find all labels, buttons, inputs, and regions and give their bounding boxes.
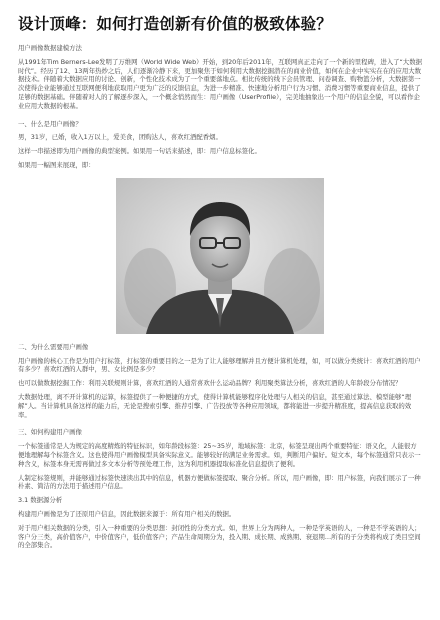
why-paragraph-3: 大数据处理，离不开计算机的运算，标签提供了一种便捷的方式，使得计算机能够程序化处理与人相关的信息，甚至通过算法、模型能够“理解”人。当计算机具备这样的能力后，无论是搜索引擎、推荐引擎、广告投放等各种应用领域，都将能进一步提升精准度，提高信息获取的效率。 <box>18 392 412 419</box>
intro-paragraph: 从1991年Tim Berners-Lee发明了万维网（World Wide Web）开始，到20年后2011年，互联网真正走向了一个新的里程碑，进入了“大数据时代”。经历了12、13两年热炒之后，人们逐渐冷静下来，更加聚焦于如何利用大数据挖掘潜在的商业价值，如何在企业中实实在在的应用大数据技术。伴随着大数据应用的讨论、创新，个性化技术成为了一个重要落地点。相比传统的线下会员管理、问卷调查、购物篮分析，大数据第一次使得企业能够通过互联网便利地获取用户更为广泛的反馈信息，为进一步精准、快速地分析用户行为习惯、消费习惯等重要商业信息，提供了足够的数据基础。伴随着对人的了解逐步深入，一个概念悄然而生：用户画像（UserProfile），完美地抽象出一个用户的信息全貌，可以看作企业应用大数据的根基。 <box>18 57 422 110</box>
section-heading-3: 三、如何构建用户画像 <box>18 428 82 437</box>
why-paragraph-2: 也可以做数据挖掘工作：利用关联规则计算，喜欢红酒的人通常喜欢什么运动品牌？利用聚类算法分析，喜欢红酒的人年龄段分布情况？ <box>18 379 402 388</box>
how-paragraph-1: 一个标签通常是人为规定的高度精炼的特征标识，如年龄段标签：25~35岁，地域标签：北京，标签呈现出两个重要特征：语义化，人能很方便地理解每个标签含义。这也使得用户画像模型具备实际意义。能够较好的满足业务需求。如，判断用户偏好。短文本，每个标签通常只表示一种含义，标签本身无需再做过多文本分析等预处理工作，这为利用机器提取标准化信息提供了便利。 <box>18 442 421 468</box>
portrait-figure <box>116 178 324 334</box>
section-heading-1: 一、什么是用户画像？ <box>18 119 82 128</box>
section-heading-2: 二、为什么需要用户画像 <box>18 342 89 351</box>
subsection-heading-3-1: 3.1 数据源分析 <box>18 496 63 505</box>
why-paragraph-1: 用户画像的核心工作是为用户打标签，打标签的重要目的之一是为了让人能够理解并且方便计算机处理，如，可以做分类统计：喜欢红酒的用户有多少？喜欢红酒的人群中，男、女比例是多少？ <box>18 356 421 374</box>
intro-heading: 用户画像数据建模方法 <box>18 44 82 52</box>
definition-paragraph: 这样一串描述即为用户画像的典型案例。如果用一句话来描述，即：用户信息标签化。 <box>18 147 261 156</box>
figure-intro-paragraph: 如果用一幅图来展现，即： <box>18 160 95 169</box>
datasource-paragraph-2: 对于用户相关数据的分类，引入一种重要的分类思想：封闭性的分类方式。如，世界上分为两种人，一种是学英语的人，一种是不学英语的人；客户分三类，高价值客户，中价值客户，低价值客户；产品生命周期分为，投入期、成长期、成熟期、衰退期…所有的子分类将构成了类目空间的全部集合。 <box>18 523 421 550</box>
datasource-paragraph-1: 构建用户画像是为了还原用户信息，因此数据来源于：所有用户相关的数据。 <box>18 509 236 518</box>
example-paragraph: 男，31岁，已婚，收入1万以上，爱美食，团购达人，喜欢红酒配香烟。 <box>18 133 222 142</box>
portrait-photo <box>116 178 324 334</box>
how-paragraph-2: 人制定标签规则，并能够通过标签快速读出其中的信息，机器方便做标签提取、聚合分析。所以，用户画像，即：用户标签，向我们展示了一种朴素、简洁的方法用于描述用户信息。 <box>18 473 421 491</box>
page-title: 设计顶峰：如何打造创新有价值的极致体验？ <box>18 15 333 33</box>
